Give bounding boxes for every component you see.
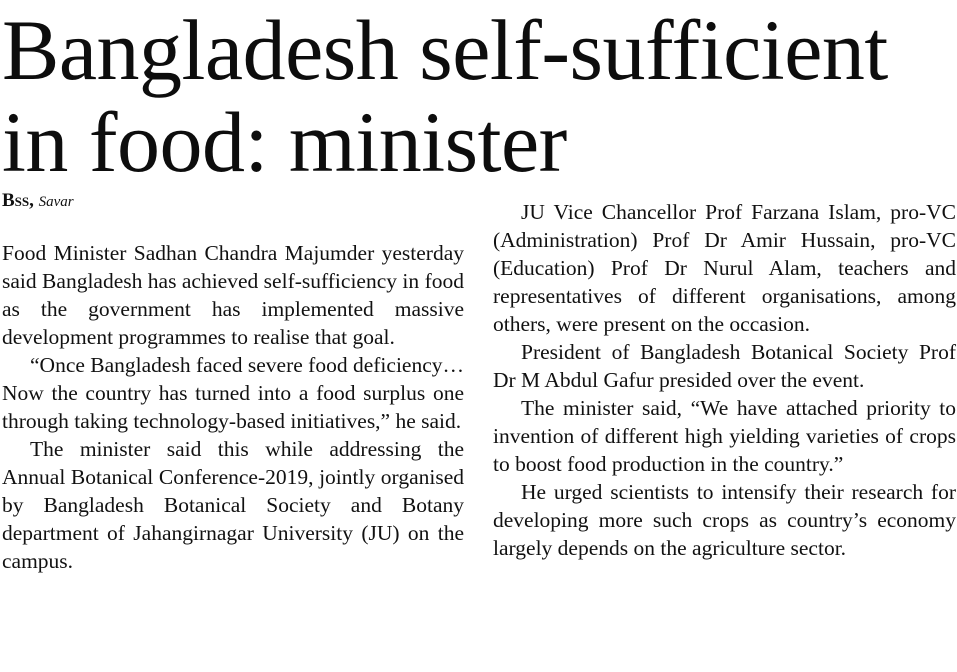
article-paragraph: President of Bangladesh Botanical Society Prof Dr M Abdul Gafur presided over the event. [493,340,956,392]
article-paragraph: JU Vice Chancellor Prof Farzana Islam, pro-VC (Administration) Prof Dr Amir Hussain, pro-VC (Education) Prof Dr Nurul Alam, teachers and representatives of different organisations, among others, were present on the occasion. [493,200,956,336]
headline-line-1: Bangladesh self-sufficient [2,2,888,98]
headline-line-2: in food: minister [2,94,567,190]
byline-place: Savar [38,194,74,210]
article-paragraph: The minister said this while addressing the Annual Botanical Conference-2019, jointly organised by Bangladesh Botanical Society and Botany department of Jahangirnagar University (JU) on the campus. [2,437,464,573]
article-column-left [2,239,464,575]
byline [2,190,74,213]
headline [2,4,888,188]
article-paragraph: “Once Bangladesh faced severe food deficiency… Now the country has turned into a food surplus one through taking technology-based initiatives,” he said. [2,353,464,433]
article-paragraph: The minister said, “We have attached priority to invention of different high yielding varieties of crops to boost food production in the country.” [493,396,956,476]
article-paragraph: Food Minister Sadhan Chandra Majumder yesterday said Bangladesh has achieved self-sufficiency in food as the government has implemented massive development programmes to realise that goal. [2,241,464,349]
byline-agency: Bss, [2,190,34,211]
article-paragraph: He urged scientists to intensify their research for developing more such crops as country’s economy largely depends on the agriculture sector. [493,480,956,560]
article-column-right [493,198,956,562]
